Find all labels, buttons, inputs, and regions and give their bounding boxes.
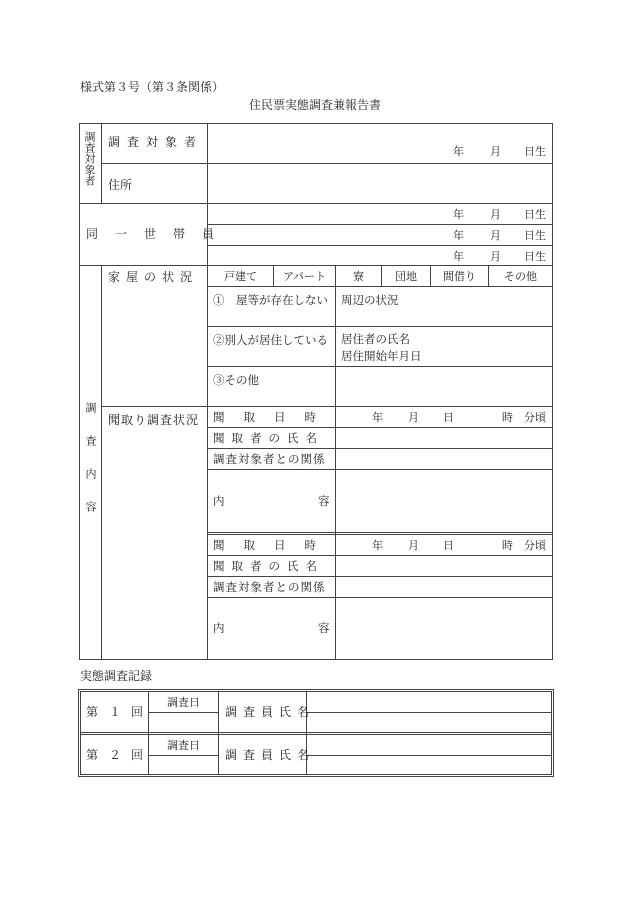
- subject-section-label: 調査対象者: [83, 131, 96, 186]
- record-1-round-prefix: 第: [86, 705, 99, 719]
- record-2-date-label: 調査日: [167, 739, 200, 752]
- household-3-month: 月: [490, 250, 501, 263]
- interview-1-content-left: 内: [213, 494, 225, 508]
- household-2-month: 月: [490, 229, 501, 242]
- interview-1-datetime-label: 聞取日時: [213, 410, 335, 424]
- subject-birth-year: 年: [453, 145, 464, 158]
- interview-1-relation-label: 調査対象者との関係: [213, 452, 326, 466]
- option-other-resident: ②別人が居住している: [213, 333, 328, 347]
- interview-2-month: 月: [408, 539, 419, 552]
- option-resident-start-date: 居住開始年月日: [341, 349, 422, 363]
- interview-2-hour: 時: [502, 539, 513, 552]
- interview-1-hour: 時: [502, 411, 513, 424]
- record-2-round-prefix: 第: [86, 748, 99, 762]
- interview-1-month: 月: [408, 411, 419, 424]
- investigation-section-label: 調査内容: [84, 402, 97, 534]
- interview-1-minute: 分頃: [524, 411, 546, 424]
- household-1-day: 日生: [524, 208, 546, 221]
- interview-1-interviewer-label: 聞取者の氏名: [213, 431, 324, 445]
- house-type-detached: 戸建て: [224, 270, 257, 283]
- page-title: 住民票実態調査兼報告書: [248, 98, 381, 112]
- house-status-label: 家屋の状況: [108, 270, 199, 284]
- household-1-year: 年: [453, 208, 464, 221]
- subject-birth-month: 月: [490, 145, 501, 158]
- address-label-text: 住所: [108, 178, 133, 192]
- interview-2-day: 日: [443, 539, 454, 552]
- record-1-round-number: １: [109, 705, 122, 719]
- household-1-month: 月: [490, 208, 501, 221]
- interview-2-datetime-label: 聞取日時: [213, 538, 335, 552]
- house-type-housing-complex: 団地: [395, 270, 417, 283]
- record-2-date-field[interactable]: [149, 756, 218, 774]
- interview-2-content-left: 内: [213, 621, 225, 635]
- household-2-day: 日生: [524, 229, 546, 242]
- household-2-year: 年: [453, 229, 464, 242]
- form-number: 様式第３号（第３条関係）: [80, 80, 225, 94]
- interview-2-interviewer-label: 聞取者の氏名: [213, 559, 324, 573]
- record-2-round-number: ２: [109, 748, 122, 762]
- record-1-date-label: 調査日: [167, 696, 200, 709]
- option-resident-name: 居住者の氏名: [341, 332, 410, 346]
- option-no-building: ① 屋等が存在しない: [213, 293, 328, 307]
- interview-1-content-right: 容: [318, 494, 330, 508]
- record-1-investigator-field[interactable]: [307, 692, 551, 732]
- house-type-dormitory: 寮: [353, 270, 364, 283]
- option-surroundings: 周辺の状況: [341, 293, 399, 307]
- house-type-apartment: アパート: [282, 270, 327, 283]
- household-3-day: 日生: [524, 250, 546, 263]
- record-1-date-field[interactable]: [149, 713, 218, 732]
- record-title: 実態調査記録: [80, 669, 153, 683]
- house-type-other: その他: [504, 270, 537, 283]
- house-type-room-rental: 間借り: [443, 270, 476, 283]
- household-3-year: 年: [453, 250, 464, 263]
- record-2-investigator-field[interactable]: [307, 735, 551, 774]
- interview-status-label: 聞取り調査状況: [108, 413, 200, 427]
- record-1-round-suffix: 回: [131, 705, 144, 719]
- household-label: 同一世帯員: [86, 227, 232, 241]
- record-1-investigator-label: 調査員氏名: [225, 705, 316, 719]
- record-2-investigator-label: 調査員氏名: [225, 748, 316, 762]
- interview-2-minute: 分頃: [524, 539, 546, 552]
- subject-birth-day: 日生: [524, 145, 546, 158]
- subject-name-label: 調査対象者: [108, 135, 204, 149]
- interview-1-year: 年: [372, 411, 383, 424]
- interview-2-content-right: 容: [318, 621, 330, 635]
- interview-2-year: 年: [372, 539, 383, 552]
- interview-2-relation-label: 調査対象者との関係: [213, 580, 326, 594]
- interview-1-day: 日: [443, 411, 454, 424]
- record-2-round-suffix: 回: [131, 748, 144, 762]
- option-other: ③その他: [213, 373, 259, 387]
